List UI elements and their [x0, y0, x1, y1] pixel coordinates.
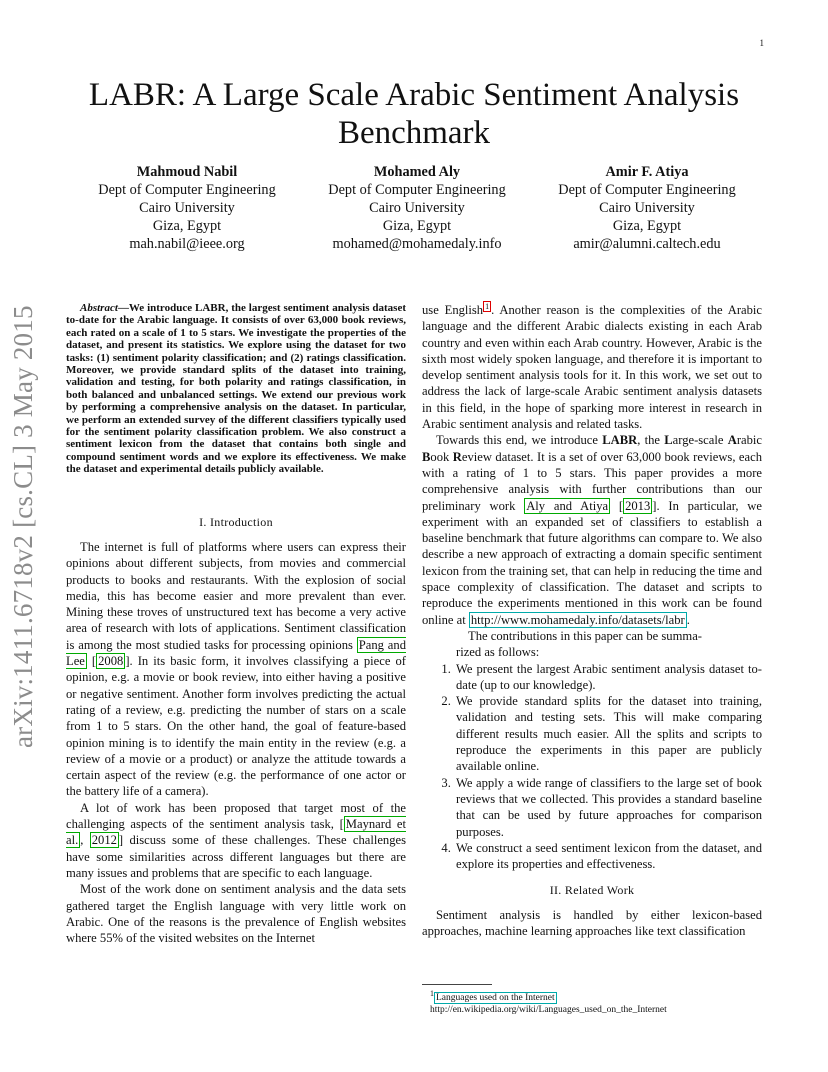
dataset-url-link[interactable]: http://www.mohamedaly.info/datasets/labr [470, 612, 685, 627]
section-heading-related-work: II. Related Work [549, 883, 635, 898]
author-univ: Cairo University [599, 200, 695, 216]
contributions-list [422, 661, 762, 873]
list-item: 2. We provide standard splits for the dataset into training, validation and testing sets. This will make comparing different results much easier. All the splits and scripts to reproduce the experiments in this paper are publicly available online. [454, 693, 762, 774]
citation-year-link[interactable]: 2008 [98, 654, 124, 669]
list-item: 1. We present the largest Arabic sentiment analysis dataset to-date (up to our knowledge). [454, 661, 762, 694]
arxiv-stamp [8, 292, 44, 748]
author-name: Amir F. Atiya [605, 164, 689, 180]
author-location: Giza, Egypt [612, 218, 682, 234]
paper-title: LABR: A Large Scale Arabic Sentiment Analysis Benchmark [88, 77, 740, 151]
intro-paragraph-4: Towards this end, we introduce LABR, the Large-scale Arabic Book Review dataset. It is a set of over 63,000 book reviews, each with a rating of 1 to 5 stars. This paper provides a more comprehensive analysis with further contributions than our preliminary work Aly and Atiya [ 2013 ]. In particular, we experiment with an expanded set of classifiers to establish a baseline benchmark that future algorithms can compare to. We also describe a new approach of extracting a domain specific sentiment lexicon from the training set, that can help in reducing the time and space complexity of classification. The dataset and scripts to reproduce the experiments mentioned in this work can be found online at http://www.mohamedaly.info/datasets/labr . [422, 433, 762, 627]
left-column [66, 302, 406, 946]
author-dept: Dept of Computer Engineering [98, 182, 276, 198]
author-univ: Cairo University [139, 200, 235, 216]
page-number: 1 [759, 38, 764, 48]
intro-paragraph-2: A lot of work has been proposed that target most of the challenging aspects of the sentiment analysis task, [ Maynard et al. , 2012 ] discuss some of these challenges. These challenges have some similarities across different languages but there are many issues and problems that are specific to each language. [66, 800, 407, 880]
footnote-ref-link[interactable]: 1 [485, 301, 490, 311]
list-item: 4. We construct a seed sentiment lexicon from the dataset, and explore its properties and effectiveness. [454, 840, 762, 873]
section-heading-introduction: I. Introduction [199, 514, 273, 529]
author-univ: Cairo University [369, 200, 465, 216]
author-location: Giza, Egypt [152, 218, 222, 234]
citation-link[interactable]: Maynard et al. [66, 817, 406, 848]
citation-link[interactable]: Pang and Lee [66, 637, 406, 669]
footnote [430, 988, 770, 1016]
abstract [66, 302, 406, 476]
author-3 [532, 163, 762, 253]
author-email: mohamed@mohamedaly.info [332, 236, 502, 252]
list-item: 3. We apply a wide range of classifiers to the large set of book reviews that we collected. This provides a standard baseline that can be used by future approaches for comparison purposes. [454, 775, 762, 840]
citation-link[interactable]: Aly and Atiya [526, 498, 609, 513]
footnote-url: http://en.wikipedia.org/wiki/Languages_used_on_the_Internet [430, 1005, 667, 1016]
author-email: amir@alumni.caltech.edu [573, 236, 721, 252]
author-name: Mohamed Aly [373, 164, 461, 180]
citation-year-link[interactable]: 2013 [625, 498, 651, 513]
footnote-mark: 1 [430, 989, 434, 998]
citation-year-link[interactable]: 2012 [91, 833, 117, 848]
author-block [72, 163, 762, 253]
abstract-text: —We introduce LABR, the largest sentiment analysis dataset to-date for the Arabic language. It consists of over 63,000 book reviews, each rated on a scale of 1 to 5 stars. We investigate the properties of the dataset, and present its statistics. We explore using the dataset for two tasks: (1) sentiment polarity classification; and (2) ratings classification. Moreover, we provide standard splits of the dataset into training, validation and testing, for both polarity and ratings classification, in both balanced and unbalanced settings. We extend our previous work by performing a comprehensive analysis on the dataset. In particular, we perform an extended survey of the different classifiers typically used for the sentiment polarity classification problem. We also construct a sentiment lexicon from the dataset that contains both single and compound sentiment words and we explore its effectiveness. We make the dataset and experimental details publicly available. [66, 302, 406, 476]
footnote-rule [422, 984, 492, 985]
contributions-lead: The contributions in this paper can be summa- [468, 628, 702, 643]
author-1 [72, 163, 302, 253]
intro-paragraph-3-cont: use English $^1$ . Another reason is the complexities of the Arabic language and the different Arabic dialects existing in each Arab country and even within each Arab country. However, Arabic is the sixth most widely spoken language, and therefore it is important to develop sentiment analysis tools for it. In this work, we set out to address the lack of large-scale Arabic sentiment analysis datasets in this field, in the hope of sparking more interest in research in Arabic sentiment analysis and related tasks. [422, 301, 762, 432]
author-location: Giza, Egypt [382, 218, 452, 234]
intro-paragraph-3: Most of the work done on sentiment analysis and the data sets gathered target the English language with very little work on Arabic. One of the reasons is the prevalence of English websites where 55% of the visited websites on the Internet [66, 882, 406, 946]
footnote-link[interactable]: Languages used on the Internet [435, 993, 555, 1004]
author-email: mah.nabil@ieee.org [129, 236, 245, 252]
author-name: Mahmoud Nabil [136, 164, 238, 180]
abstract-label: Abstract [80, 302, 118, 314]
arxiv-id: arXiv:1411.6718v2 [cs.CL] 3 May 2015 [8, 305, 38, 748]
author-2 [302, 163, 532, 253]
right-column [422, 302, 762, 939]
related-work-paragraph: Sentiment analysis is handled by either lexicon-based approaches, machine learning approaches like text classification [422, 907, 762, 938]
contributions-lead-cont: rized as follows: [456, 645, 540, 660]
author-dept: Dept of Computer Engineering [558, 182, 736, 198]
author-dept: Dept of Computer Engineering [328, 182, 506, 198]
intro-paragraph-1: The internet is full of platforms where users can express their opinions about different subjects, from movies and commercial products to books and restaurants. With the explosion of social media, this has become easier and more prevalent than ever. Mining these troves of unstructured text has become a very active area of research with lots of applications. Sentiment classification is among the most studied tasks for processing opinions Pang and Lee [ 2008 ]. In its basic form, it involves classifying a piece of opinion, e.g. a movie or book review, into either having a positive or negative sentiment. Another form involves predicting the actual rating of a review, e.g. predicting the number of stars on a scale from 1 to 5 stars. On the other hand, the goal of feature-based opinion mining is to identify the main entity in the review (e.g. a review of a movie or a product) or analyze the attitude towards a certain aspect of the review (e.g. the performance of one actor or the battery life of a camera). [66, 539, 406, 799]
